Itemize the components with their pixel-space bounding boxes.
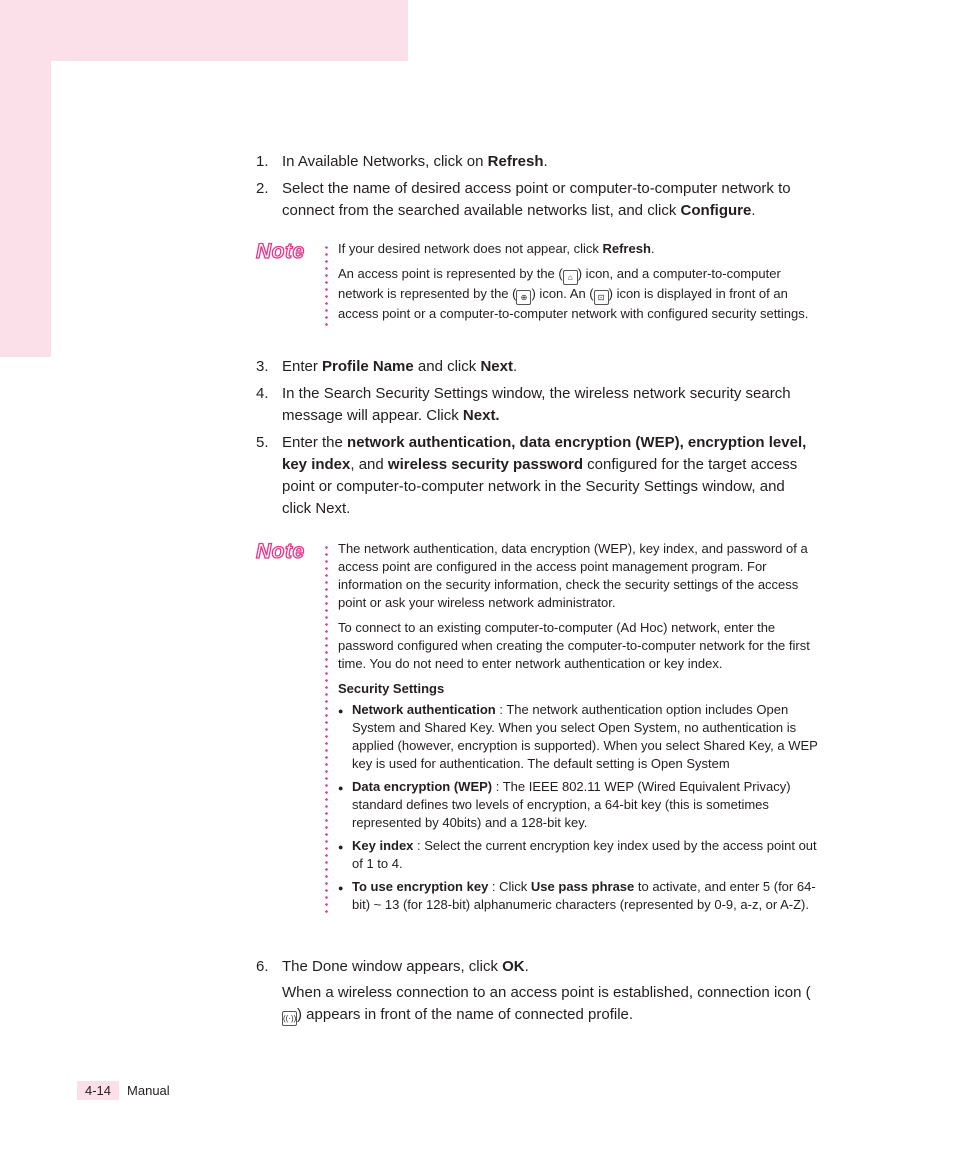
access-point-icon: ⌂ (563, 270, 578, 285)
security-setting-text: Data encryption (WEP) : The IEEE 802.11 WEP (Wired Equivalent Privacy) standard defines two levels of encryption, a 64-bit key (this is sometimes represented by 40bits) and a 128-bit key. (352, 779, 791, 830)
wireless-connection-icon: ((·)) (282, 1011, 297, 1026)
note-paragraph: An access point is represented by the ( ⌂ ) icon, and a computer-to-computer network is represented by the ( ⊕ ) icon. An ( ⊡ ) icon is displayed in front of an access point or a computer-to-computer network with configured security settings. (338, 266, 809, 321)
step-number: 5. (256, 434, 269, 451)
note-label: Note (256, 540, 326, 919)
step-text: Select the name of desired access point or computer-to-computer network to connect from the searched available networks list, and click Configure. (282, 180, 791, 219)
note-label: Note (256, 240, 326, 330)
bold-term: To use encryption key (352, 879, 489, 894)
step-number: 6. (256, 958, 269, 975)
bullet-icon: ● (338, 883, 344, 893)
note-body (326, 540, 822, 919)
security-settings-list (338, 701, 822, 914)
bold-term: Network authentication (352, 702, 496, 717)
security-setting-item (338, 778, 822, 832)
bold-term: Refresh (602, 241, 651, 256)
bold-term: wireless security password (387, 456, 584, 473)
final-paragraph: When a wireless connection to an access point is established, connection icon (((·))) appears in front of the name of connected profile. (256, 982, 816, 1026)
bold-term: Refresh (487, 153, 544, 170)
bold-term: Key index (352, 838, 414, 853)
bold-term: Profile Name (322, 358, 414, 375)
bold-term: Data encryption (WEP) (352, 779, 493, 794)
bold-term: Next. (462, 407, 500, 424)
step-number: 3. (256, 358, 269, 375)
note-paragraph: If your desired network does not appear, click Refresh. (338, 241, 655, 256)
computer-network-icon: ⊕ (516, 290, 531, 305)
step-number: 4. (256, 385, 269, 402)
step-text: Enter Profile Name and click Next. (282, 358, 518, 375)
bullet-icon: ● (338, 783, 344, 793)
step-item (256, 151, 816, 173)
security-setting-item (338, 878, 822, 914)
step-number: 2. (256, 180, 269, 197)
step-item (256, 178, 816, 222)
step-item (256, 956, 816, 978)
security-setting-item (338, 837, 822, 873)
security-setting-text: Network authentication : The network authentication option includes Open System and Shared Key. When you select Open System, no authentication is applied (however, encryption is supported). When you select Shared Key, a WEP key is used for authentication. The default setting is Open System (352, 702, 818, 771)
dotted-divider (325, 544, 328, 915)
note-paragraph: To connect to an existing computer-to-computer (Ad Hoc) network, enter the password configured when creating the computer-to-computer network for the first time. You do not need to enter network authentication or key index. (338, 620, 810, 671)
security-setting-item (338, 701, 822, 773)
bold-term: Configure (680, 202, 752, 219)
bold-term: Use pass phrase (530, 879, 635, 894)
step-item (256, 356, 816, 378)
security-settings-heading: Security Settings (338, 681, 445, 696)
steps-list-bottom (256, 956, 816, 983)
page-footer (77, 1081, 170, 1100)
step-text: In Available Networks, click on Refresh. (282, 153, 548, 170)
step-text: Enter the network authentication, data encryption (WEP), encryption level, key index, and wireless security password configured for the target access point or computer-to-computer network in the Security Settings window, and click Next. (282, 434, 807, 517)
step-number: 1. (256, 153, 269, 170)
note-box-2 (256, 540, 822, 919)
note-body (326, 240, 822, 330)
bold-term: Next (480, 358, 513, 375)
dotted-divider (325, 244, 328, 326)
note-box-1 (256, 240, 822, 330)
page-number: 4-14 (77, 1081, 119, 1100)
security-setting-text: To use encryption key : Click Use pass phrase to activate, and enter 5 (for 64-bit) ~ 13 (for 128-bit) alphanumeric characters (represented by 0-9, a-z, or A-Z). (352, 879, 816, 912)
lock-icon: ⊡ (594, 290, 609, 305)
step-text: In the Search Security Settings window, the wireless network security search message will appear. Click Next. (282, 385, 791, 424)
note-paragraph: The network authentication, data encryption (WEP), key index, and password of a access point are configured in the access point management program. For information on the security information, check the security settings of the access point or ask your wireless network administrator. (338, 541, 808, 610)
steps-list-top (256, 151, 816, 227)
bold-term: network authentication, data encryption (WEP), encryption level, key index (282, 434, 807, 473)
bullet-icon: ● (338, 706, 344, 716)
manual-label: Manual (127, 1083, 170, 1098)
step-text: The Done window appears, click OK. (282, 958, 529, 975)
security-setting-text: Key index : Select the current encryption key index used by the access point out of 1 to 4. (352, 838, 817, 871)
bullet-icon: ● (338, 842, 344, 852)
step-item (256, 432, 816, 520)
step-item (256, 383, 816, 427)
bold-term: OK (502, 958, 525, 975)
steps-list-middle (256, 356, 816, 525)
